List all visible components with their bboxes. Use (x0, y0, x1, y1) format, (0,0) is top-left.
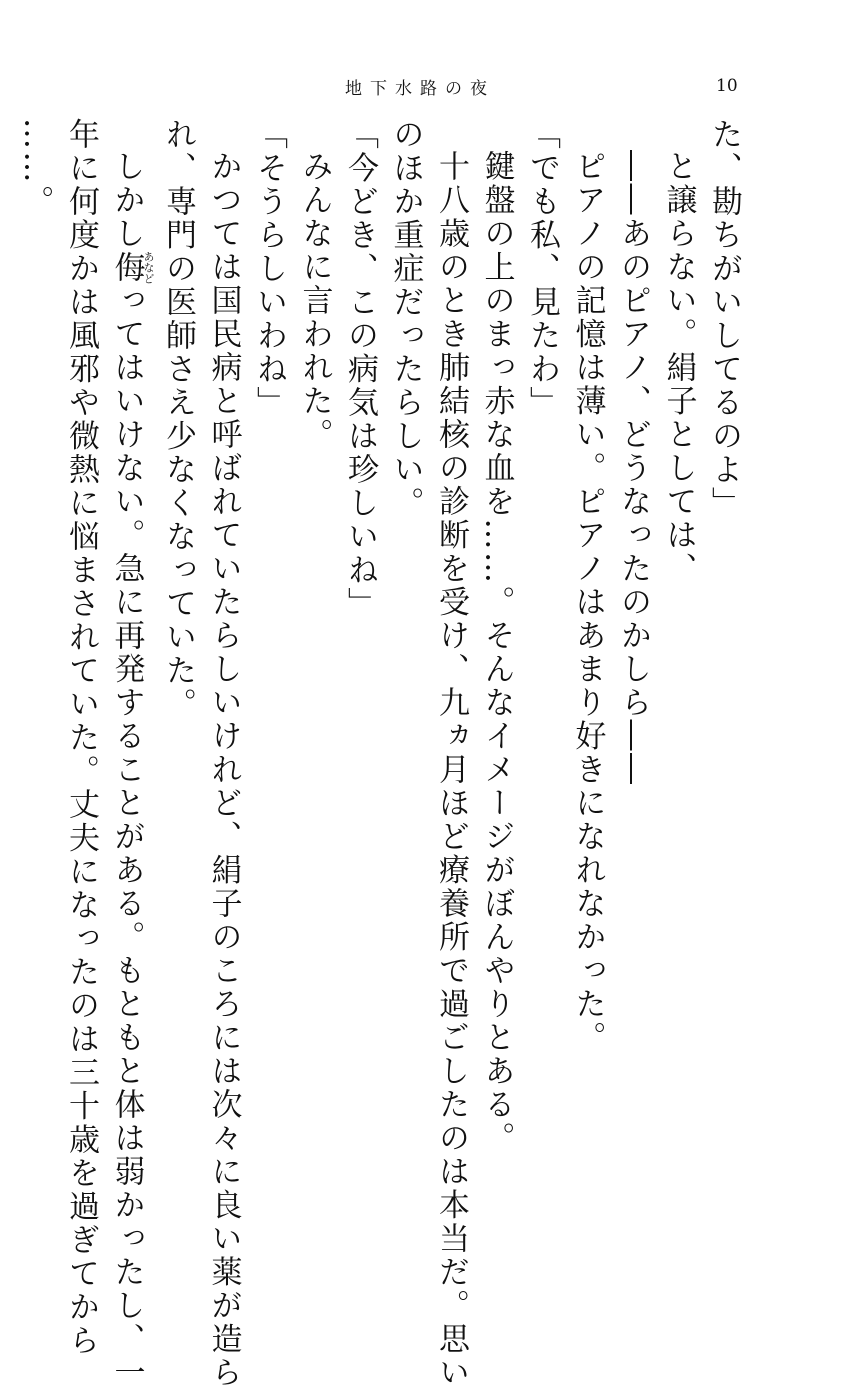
text-line: 「今どき、この病気は珍しいね」 (342, 118, 378, 621)
text-line: た、勘ちがいしてるのよ」 (706, 118, 742, 520)
text-segment: しかし (108, 150, 145, 251)
running-title: 地下水路の夜 (345, 79, 495, 99)
ruby-base: 侮 (108, 250, 145, 284)
text-line: 年に何度かは風邪や微熱に悩まされていた。丈夫になったのは三十歳を過ぎてから (63, 118, 99, 1358)
text-line: 「そうらしいわね」 (251, 118, 287, 420)
text-line: 鍵盤の上のまっ赤な血を……。そんなイメージがぼんやりとある。 (478, 150, 515, 1155)
text-line: のほか重症だったらしい。 (387, 118, 424, 520)
text-line: ――あのピアノ、どうなったのかしら―― (615, 150, 651, 787)
text-line (103, 118, 155, 1390)
page-number: 10 (716, 76, 738, 96)
text-line: れ、専門の医師さえ少なくなっていた。 (160, 118, 196, 721)
ruby-annotation (108, 250, 155, 285)
text-line: みんなに言われた。 (296, 150, 333, 452)
text-line: 「でも私、見たわ」 (524, 118, 560, 420)
text-line: ……。 (17, 118, 54, 219)
text-line: ピアノの記憶は薄い。ピアノはあまり好きになれなかった。 (569, 150, 606, 1055)
body-text (17, 118, 746, 1390)
text-segment: ってはいけない。急に再発することがある。もともと体は弱かったし、一 (108, 284, 145, 1390)
text-line: と譲らない。絹子としては、 (660, 150, 697, 586)
text-line: 十八歳のとき肺結核の診断を受け、九ヵ月ほど療養所で過ごしたのは本当だ。思い (433, 150, 469, 1390)
ruby-reading: あなど (142, 250, 155, 284)
text-line: かつては国民病と呼ばれていたらしいけれど、絹子のころには次々に良い薬が造ら (205, 150, 242, 1390)
